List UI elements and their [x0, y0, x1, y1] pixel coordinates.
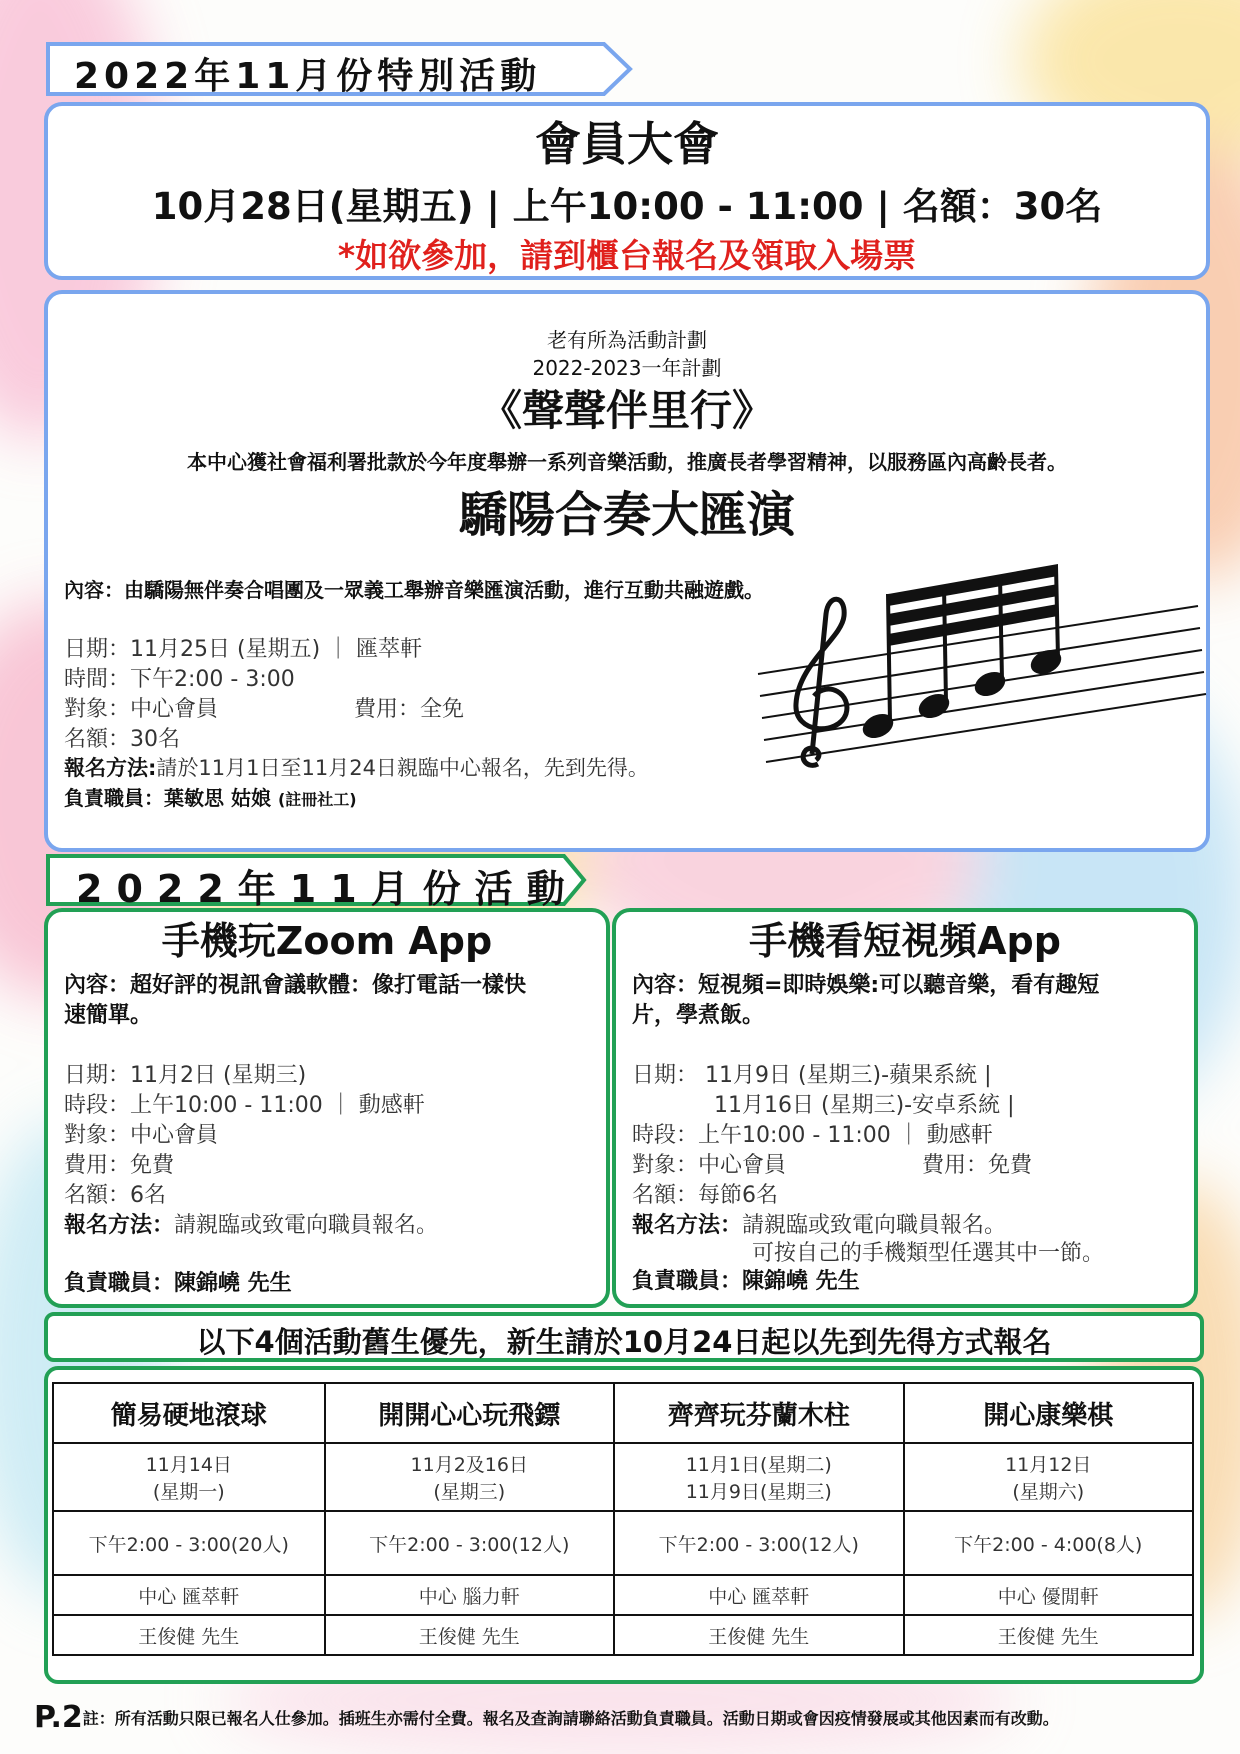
zoom-content-2: 速簡單。 — [64, 1003, 153, 1028]
concert-signup — [64, 752, 649, 782]
video-quota: 名額：每節6名 — [632, 1183, 778, 1208]
video-time: 時段：上午10:00 - 11:00 ｜ 動感軒 — [632, 1123, 993, 1148]
table-row-venues — [53, 1575, 1193, 1615]
table-cell: 中心 優閒軒 — [904, 1575, 1194, 1615]
table-cell: 下午2:00 - 3:00(12人) — [325, 1511, 614, 1575]
zoom-title: 手機玩Zoom App — [161, 919, 493, 963]
table-row-dates — [53, 1443, 1193, 1511]
monthly-activities-banner — [44, 852, 588, 911]
concert-title: 驕陽合奏大匯演 — [458, 487, 795, 543]
date-line-2: 11月9日(星期三) — [685, 1481, 832, 1503]
table-cell: 王俊健 先生 — [53, 1615, 325, 1655]
concert-box — [44, 290, 1210, 852]
table-cell: 王俊健 先生 — [904, 1615, 1194, 1655]
special-banner-text: 2022年11月份特別活動 — [74, 56, 542, 97]
agm-box — [44, 102, 1210, 280]
table-cell: 王俊健 先生 — [614, 1615, 903, 1655]
date-line-1: 11月1日(星期二) — [685, 1454, 832, 1476]
music-notes-icon — [748, 554, 1208, 774]
table-row-times — [53, 1511, 1193, 1575]
table-header-cell: 開開心心玩飛鏢 — [325, 1383, 614, 1443]
video-content-1: 內容：短視頻=即時娛樂:可以聽音樂，看有趣短 — [632, 973, 1100, 998]
concert-staff — [64, 782, 357, 811]
table-header-cell: 齊齊玩芬蘭木柱 — [614, 1383, 903, 1443]
table-cell — [614, 1443, 903, 1511]
table-cell: 中心 匯萃軒 — [614, 1575, 903, 1615]
zoom-time: 時段：上午10:00 - 11:00 ｜ 動感軒 — [64, 1093, 425, 1118]
priority-note-bar — [44, 1312, 1204, 1362]
plan-year: 2022-2023一年計劃 — [532, 356, 722, 380]
date-line-2: (星期六) — [1012, 1481, 1085, 1503]
date-line-1: 11月14日 — [145, 1454, 232, 1476]
video-signup — [632, 1208, 1006, 1239]
table-header-cell: 簡易硬地滾球 — [53, 1383, 325, 1443]
date-line-2: (星期一) — [152, 1481, 225, 1503]
agm-note: *如欲參加，請到櫃台報名及領取入場票 — [337, 236, 917, 275]
concert-content: 內容：由驕陽無伴奏合唱團及一眾義工舉辦音樂匯演活動，進行互動共融遊戲。 — [64, 578, 764, 602]
table-header-cell: 開心康樂棋 — [904, 1383, 1194, 1443]
zoom-target: 對象：中心會員 — [64, 1123, 219, 1148]
video-date-2: 11月16日 (星期三)-安卓系統 | — [714, 1093, 1015, 1118]
date-line-2: (星期三) — [433, 1481, 506, 1503]
agm-title: 會員大會 — [535, 117, 719, 171]
concert-signup-text: 請於11月1日至11月24日親臨中心報名，先到先得。 — [156, 756, 649, 780]
agm-details: 10月28日(星期五) | 上午10:00 - 11:00 | 名額：30名 — [151, 185, 1103, 228]
concert-date: 日期：11月25日 (星期五) ｜ 匯萃軒 — [64, 637, 423, 662]
series-title: 《聲聲伴里行》 — [479, 386, 774, 435]
table-header-row — [53, 1383, 1193, 1443]
video-signup-label: 報名方法： — [632, 1213, 743, 1238]
video-date-1: 日期： 11月9日 (星期三)-蘋果系統 | — [632, 1063, 992, 1088]
table-row-staff — [53, 1615, 1193, 1655]
table-cell: 中心 腦力軒 — [325, 1575, 614, 1615]
priority-note-text: 以下4個活動舊生優先，新生請於10月24日起以先到先得方式報名 — [196, 1325, 1052, 1359]
concert-staff-label: 負責職員：葉敏思 姑娘 — [64, 786, 271, 810]
concert-staff-note: (註冊社工) — [277, 790, 357, 809]
zoom-quota: 名額：6名 — [64, 1183, 166, 1208]
video-staff: 負責職員：陳錦嶢 先生 — [632, 1269, 860, 1294]
concert-time: 時間：下午2:00 - 3:00 — [64, 667, 295, 692]
video-activity-box — [612, 908, 1198, 1308]
concert-target: 對象：中心會員 — [64, 697, 219, 722]
concert-quota: 名額：30名 — [64, 727, 180, 752]
zoom-signup-label: 報名方法： — [64, 1213, 175, 1238]
video-target: 對象：中心會員 — [632, 1153, 787, 1178]
table-cell — [325, 1443, 614, 1511]
program-name: 老有所為活動計劃 — [547, 328, 707, 352]
concert-intro: 本中心獲社會福利署批款於今年度舉辦一系列音樂活動，推廣長者學習精神，以服務區內高齡長者。 — [187, 450, 1067, 474]
special-activities-banner — [44, 40, 634, 98]
zoom-activity-box — [44, 908, 610, 1308]
footer-note: 註：所有活動只限已報名人仕參加。插班生亦需付全費。報名及查詢請聯絡活動負責職員。活動日期或會因疫情發展或其他因素而有改動。 — [82, 1709, 1059, 1728]
table-cell: 下午2:00 - 4:00(8人) — [904, 1511, 1194, 1575]
concert-fee: 費用：全免 — [354, 697, 465, 722]
monthly-banner-text: 2022年11月份活動 — [76, 867, 579, 911]
video-signup-text: 請親臨或致電向職員報名。 — [742, 1213, 1007, 1238]
table-cell — [53, 1443, 325, 1511]
date-line-1: 11月2及16日 — [410, 1454, 528, 1476]
table-cell — [904, 1443, 1194, 1511]
video-content-2: 片，學煮飯。 — [632, 1003, 765, 1028]
date-line-1: 11月12日 — [1005, 1454, 1092, 1476]
table-cell: 中心 匯萃軒 — [53, 1575, 325, 1615]
video-fee: 費用：免費 — [922, 1153, 1033, 1178]
activities-table — [52, 1382, 1194, 1656]
zoom-signup-text: 請親臨或致電向職員報名。 — [174, 1213, 439, 1238]
video-signup-text-2: 可按自己的手機類型任選其中一節。 — [752, 1241, 1105, 1266]
table-cell: 王俊健 先生 — [325, 1615, 614, 1655]
footer — [34, 1700, 1234, 1740]
concert-signup-label: 報名方法: — [64, 756, 157, 780]
zoom-content-1: 內容：超好評的視訊會議軟體：像打電話一樣快 — [64, 973, 527, 998]
zoom-fee: 費用：免費 — [64, 1153, 175, 1178]
zoom-signup — [64, 1208, 438, 1239]
zoom-staff: 負責職員：陳錦嶢 先生 — [64, 1271, 292, 1296]
table-cell: 下午2:00 - 3:00(12人) — [614, 1511, 903, 1575]
table-cell: 下午2:00 - 3:00(20人) — [53, 1511, 325, 1575]
video-title: 手機看短視頻App — [749, 919, 1061, 963]
zoom-date: 日期：11月2日 (星期三) — [64, 1063, 307, 1088]
page-number: P.2 — [34, 1700, 83, 1735]
